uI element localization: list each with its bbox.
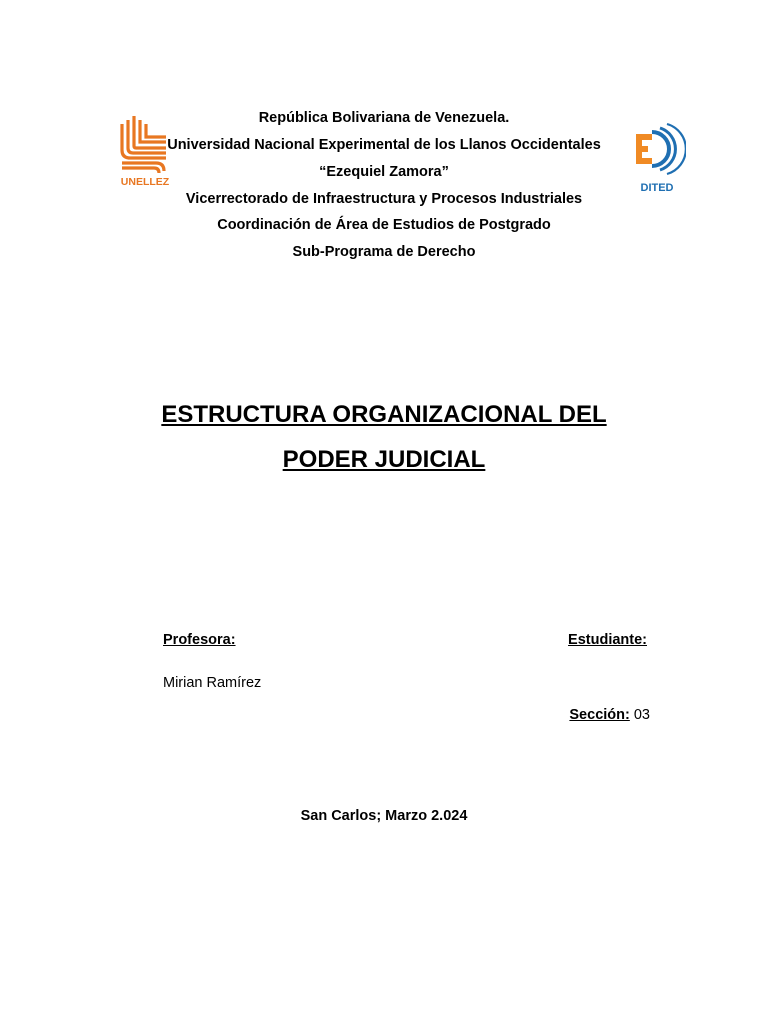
dited-logo-text: DITED [640,182,674,194]
header-line-vicerrectorado: Vicerrectorado de Infraestructura y Procesos Industriales [185,191,583,207]
unellez-logo-text: UNELLEZ [120,176,170,188]
header-line-republic: República Bolivariana de Venezuela. [258,110,510,126]
profesora-name: Mirian Ramírez [163,675,262,691]
document-title-line-2: PODER JUDICIAL [282,446,486,473]
document-title-line-1: ESTRUCTURA ORGANIZACIONAL DEL [161,401,607,428]
seccion-label: Sección: [569,707,630,723]
dited-logo-graphic [630,118,686,196]
header-line-subprograma: Sub-Programa de Derecho [292,244,476,260]
estudiante-label: Estudiante: [568,632,647,648]
header-line-coordinacion: Coordinación de Área de Estudios de Postgrado [217,217,551,233]
dited-logo [630,118,686,196]
seccion-row [569,706,650,724]
profesora-label: Profesora: [163,632,236,648]
seccion-value: 03 [633,707,650,723]
header-line-ezequiel-zamora: “Ezequiel Zamora” [319,164,449,180]
header-line-university: Universidad Nacional Experimental de los Llanos Occidentales [167,137,601,153]
place-date: San Carlos; Marzo 2.024 [300,808,468,824]
